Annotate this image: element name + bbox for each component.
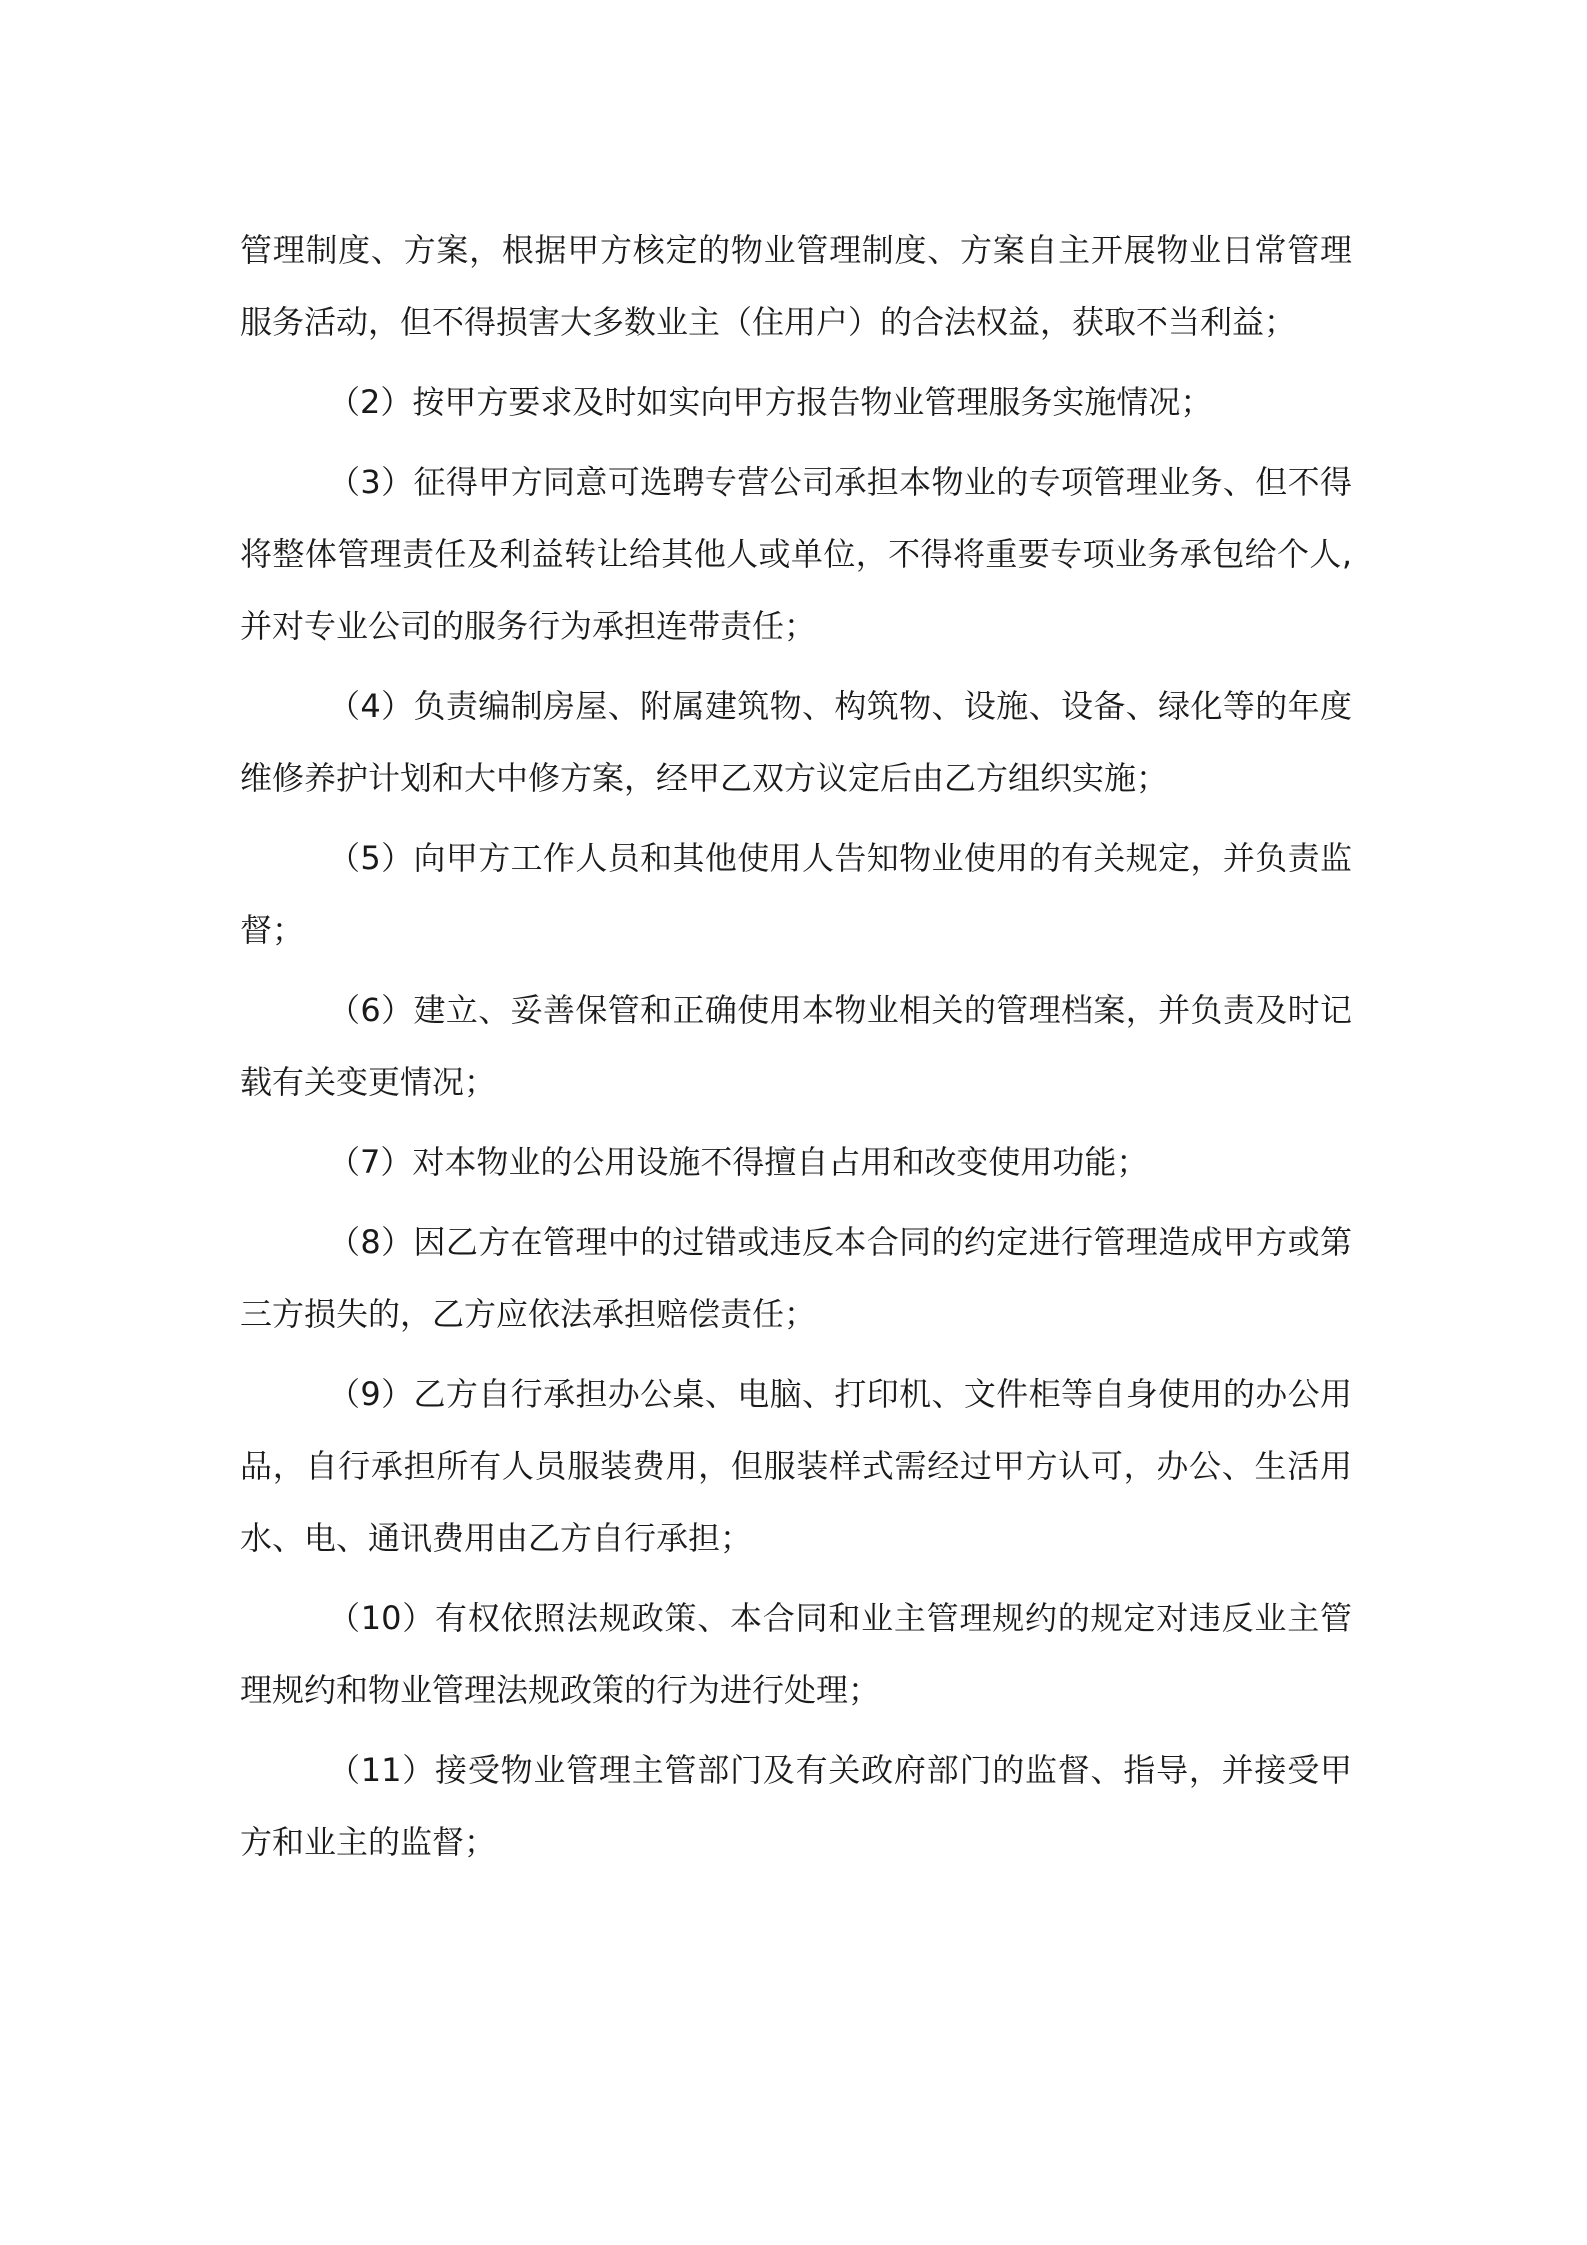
clause-2: （2）按甲方要求及时如实向甲方报告物业管理服务实施情况； (328, 383, 1213, 421)
clause-11: （11）接受物业管理主管部门及有关政府部门的监督、指导，并接受甲方和业主的监督； (240, 1751, 1352, 1861)
clause-9: （9）乙方自行承担办公桌、电脑、打印机、文件柜等自身使用的办公用品，自行承担所有人员服装费用，但服装样式需经过甲方认可，办公、生活用水、电、通讯费用由乙方自行承担； (240, 1375, 1352, 1557)
clause-5: （5）向甲方工作人员和其他使用人告知物业使用的有关规定，并负责监督； (240, 839, 1352, 949)
clause-8: （8）因乙方在管理中的过错或违反本合同的约定进行管理造成甲方或第三方损失的，乙方应依法承担赔偿责任； (240, 1223, 1352, 1333)
document-body (240, 214, 1352, 1886)
clause-7: （7）对本物业的公用设施不得擅自占用和改变使用功能； (328, 1143, 1149, 1181)
paragraph-continuation: 管理制度、方案，根据甲方核定的物业管理制度、方案自主开展物业日常管理服务活动，但不得损害大多数业主（住用户）的合法权益，获取不当利益； (240, 231, 1352, 341)
clause-10: （10）有权依照法规政策、本合同和业主管理规约的规定对违反业主管理规约和物业管理法规政策的行为进行处理； (240, 1599, 1352, 1709)
clause-4: （4）负责编制房屋、附属建筑物、构筑物、设施、设备、绿化等的年度维修养护计划和大中修方案，经甲乙双方议定后由乙方组织实施； (240, 687, 1352, 797)
clause-3: （3）征得甲方同意可选聘专营公司承担本物业的专项管理业务、但不得将整体管理责任及利益转让给其他人或单位，不得将重要专项业务承包给个人,并对专业公司的服务行为承担连带责任； (240, 463, 1352, 645)
clause-6: （6）建立、妥善保管和正确使用本物业相关的管理档案，并负责及时记载有关变更情况； (240, 991, 1352, 1101)
